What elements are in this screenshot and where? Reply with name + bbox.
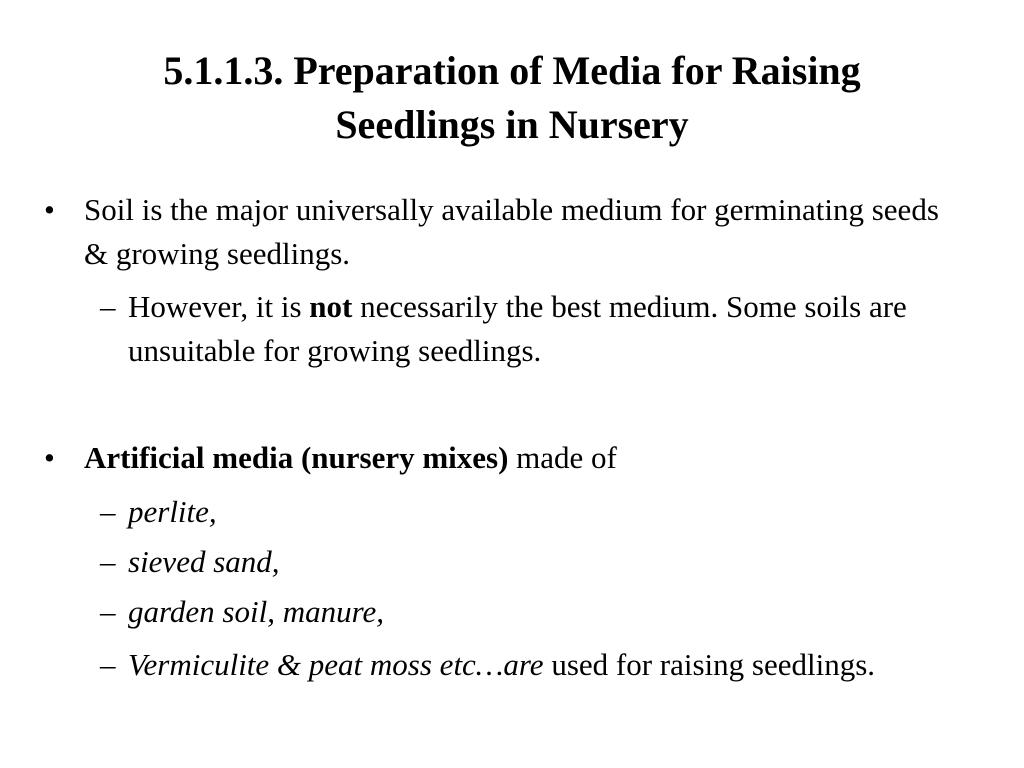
sub-bullet-item-not-best [100, 285, 980, 373]
page-title [60, 44, 964, 152]
dash-marker: – [100, 647, 116, 682]
bullet-text [84, 436, 944, 480]
sub-bullet-text: garden soil, manure, [128, 594, 385, 629]
text-run: made of [508, 440, 617, 475]
sub-bullet-text: sieved sand, [128, 544, 280, 579]
dash-marker: – [100, 289, 116, 324]
dash-marker: – [100, 594, 116, 629]
bullet-item-artificial-media [44, 436, 944, 480]
dash-marker: – [100, 494, 116, 529]
bullet-marker: • [44, 192, 55, 227]
emphasis-text: Artificial media (nursery mixes) [84, 440, 509, 475]
emphasis-text: not [309, 289, 353, 324]
title-line-2: Seedlings in Nursery [335, 102, 689, 147]
sub-bullet-item-vermiculite [100, 643, 980, 687]
italic-text: Vermiculite & peat moss etc…are [128, 647, 544, 682]
text-run: necessarily the best medium. Some soils are unsuitable for growing seedlings. [128, 289, 907, 368]
sub-bullet-text [128, 285, 980, 373]
bullet-marker: • [44, 440, 55, 475]
sub-bullet-text: perlite, [128, 494, 217, 529]
sub-bullet-text [128, 643, 980, 687]
text-run: used for raising seedlings. [543, 647, 876, 682]
sub-bullet-item-perlite [100, 490, 980, 534]
bullet-item-soil [44, 188, 944, 276]
sub-bullet-item-garden-soil [100, 590, 980, 634]
bullet-text: Soil is the major universally available medium for germinating seeds & growing seedlings. [84, 192, 939, 271]
sub-bullet-item-sieved-sand [100, 540, 980, 584]
title-line-1: 5.1.1.3. Preparation of Media for Raising [163, 48, 861, 93]
dash-marker: – [100, 544, 116, 579]
text-run: However, it is [128, 289, 310, 324]
